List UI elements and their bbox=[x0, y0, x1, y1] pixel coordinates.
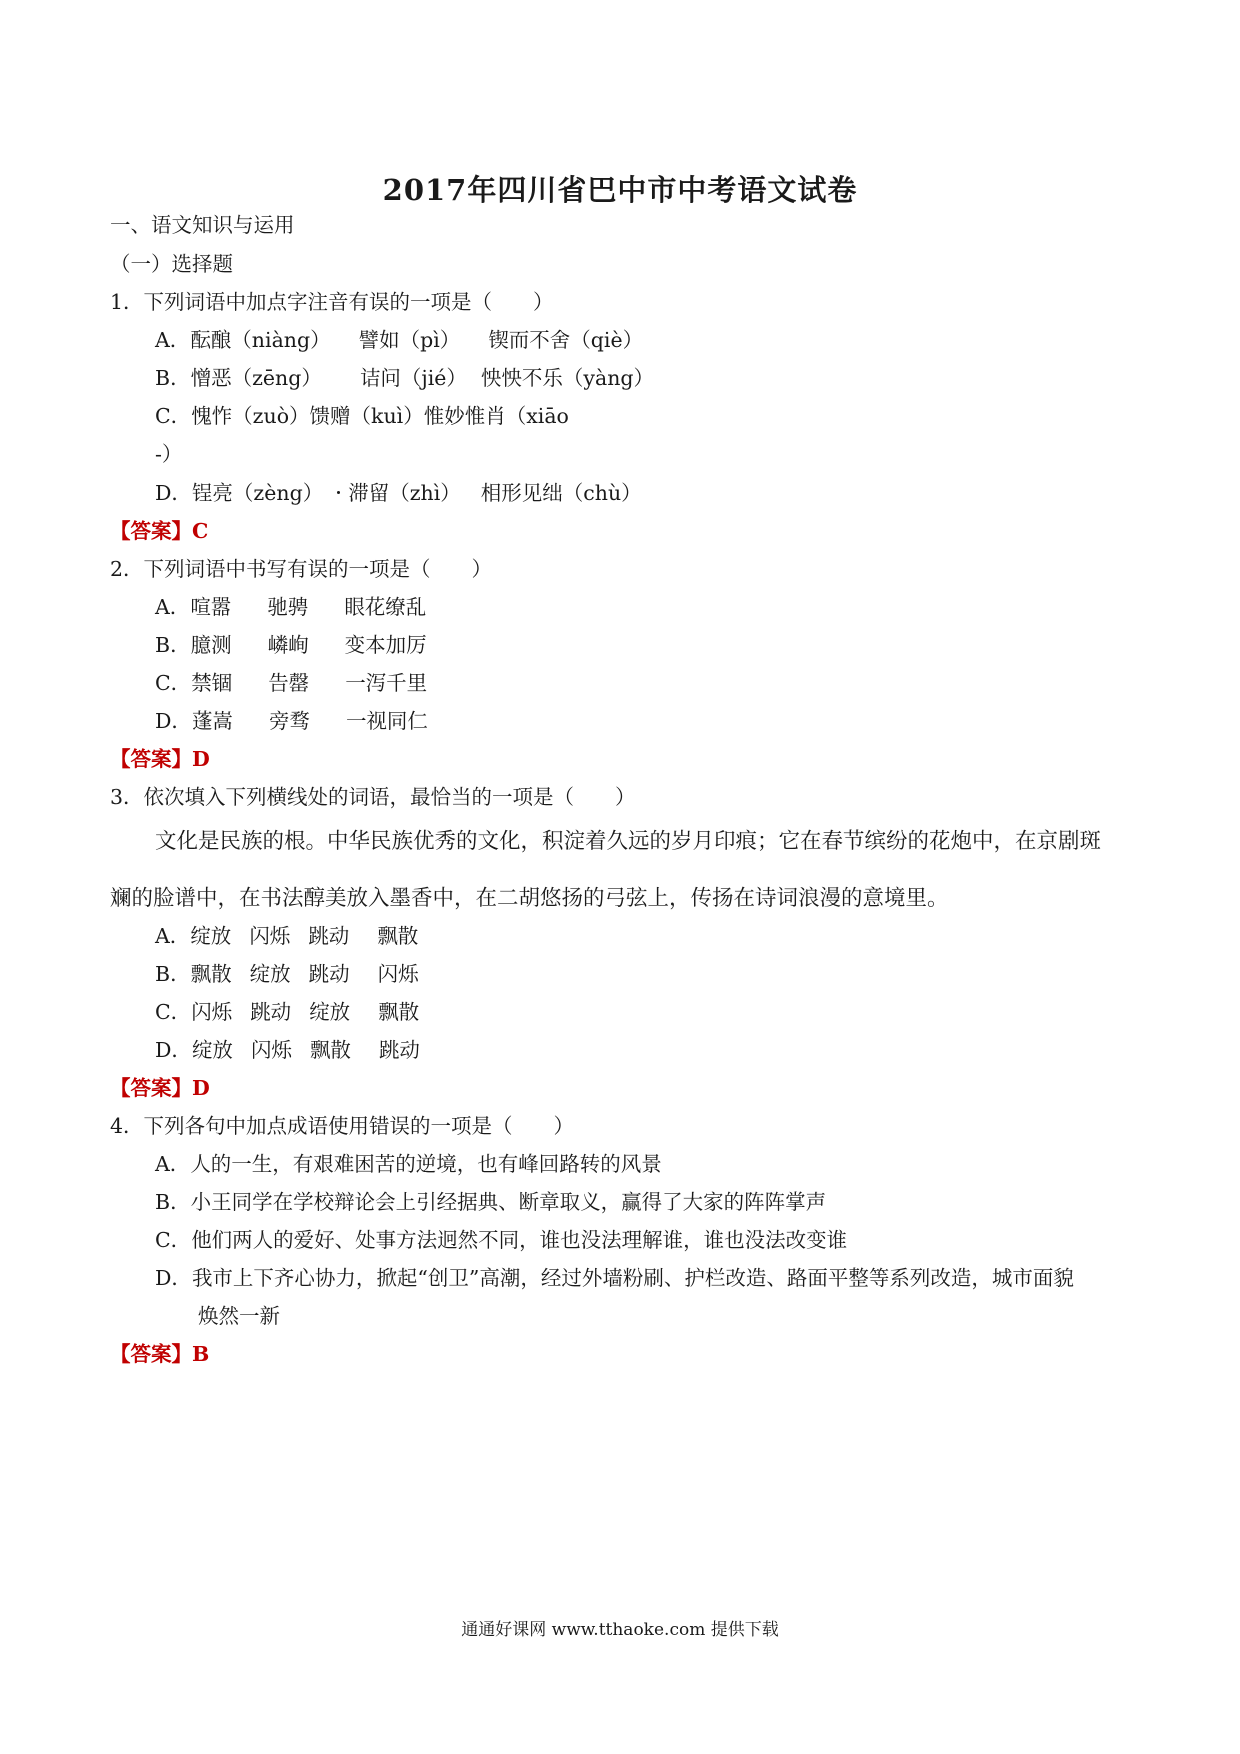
option-label: A． bbox=[155, 595, 191, 619]
option-word-1: 闪烁 bbox=[191, 1000, 233, 1024]
question-3-answer bbox=[110, 1074, 210, 1102]
option-label: C． bbox=[155, 404, 192, 428]
option-word-1: 绽放 bbox=[190, 924, 232, 948]
option-text: 人的一生，有艰难困苦的逆境，也有峰回路转的风景 bbox=[190, 1152, 662, 1176]
option-text: 我市上下齐心协力，掀起“创卫”高潮，经过外墙粉刷、护栏改造、路面平整等系列改造，城市面貌 bbox=[191, 1266, 1074, 1290]
option-word-1: 飘散 bbox=[190, 962, 232, 986]
question-4-option-c bbox=[155, 1226, 847, 1254]
option-label: D． bbox=[155, 1038, 192, 1062]
option-word-1: 臆测 bbox=[190, 633, 232, 657]
question-1-option-a bbox=[155, 326, 643, 354]
option-word-2: 譬如（pì） bbox=[358, 328, 461, 352]
section-heading: 一、语文知识与运用 bbox=[110, 213, 295, 237]
option-label: D． bbox=[155, 1266, 192, 1290]
option-word-3: 眼花缭乱 bbox=[344, 595, 427, 619]
option-word-2: 绽放 bbox=[249, 962, 291, 986]
option-word-2: 滞留（zhì） bbox=[348, 481, 461, 505]
option-word-1: 喧嚣 bbox=[190, 595, 232, 619]
question-3-option-a bbox=[155, 922, 418, 950]
option-label: A． bbox=[155, 328, 191, 352]
option-word-3: 相形见绌（chù） bbox=[480, 481, 642, 505]
option-word-1: 锃亮（zèng） bbox=[191, 481, 324, 505]
question-3-option-c bbox=[155, 998, 419, 1026]
question-1-option-c-wrap: -） bbox=[155, 442, 183, 466]
option-word-3: 跳动 bbox=[308, 962, 350, 986]
option-word-1: 绽放 bbox=[191, 1038, 233, 1062]
question-1-answer bbox=[110, 517, 208, 545]
page-footer: 通通好课网 www.tthaoke.com 提供下载 bbox=[461, 1620, 779, 1640]
question-2-stem: 2．下列词语中书写有误的一项是（ ） bbox=[110, 557, 493, 581]
answer-prefix: 【答案】 bbox=[110, 747, 192, 771]
option-word-1: 蓬嵩 bbox=[191, 709, 233, 733]
answer-prefix: 【答案】 bbox=[110, 1076, 192, 1100]
option-word-3: 一泻千里 bbox=[345, 671, 428, 695]
question-4-option-a bbox=[155, 1150, 662, 1178]
option-word-3: 跳动 bbox=[308, 924, 350, 948]
stray-dot bbox=[337, 491, 340, 494]
option-word-2: 诘问（jié） bbox=[359, 366, 467, 390]
question-2-option-b bbox=[155, 631, 427, 659]
option-word-1: 酝酿（niàng） bbox=[190, 328, 331, 352]
option-word-2: 驰骋 bbox=[267, 595, 309, 619]
option-label: A． bbox=[155, 1152, 191, 1176]
option-word-2: 闪烁 bbox=[250, 1038, 292, 1062]
option-label: B． bbox=[155, 962, 191, 986]
option-word-3: 怏怏不乐（yàng） bbox=[480, 366, 655, 390]
question-2-option-c bbox=[155, 669, 427, 697]
option-label: D． bbox=[155, 481, 192, 505]
option-label: C． bbox=[155, 671, 192, 695]
option-label: A． bbox=[155, 924, 191, 948]
option-word-4: 飘散 bbox=[377, 924, 419, 948]
question-3-stem: 3．依次填入下列横线处的词语，最恰当的一项是（ ） bbox=[110, 785, 636, 809]
option-word-4: 闪烁 bbox=[377, 962, 419, 986]
question-4-option-b bbox=[155, 1188, 826, 1216]
option-label: B． bbox=[155, 366, 191, 390]
question-1-option-b bbox=[155, 364, 654, 392]
question-1-option-d bbox=[155, 479, 642, 507]
answer-value: C bbox=[192, 519, 209, 543]
question-2-option-d bbox=[155, 707, 428, 735]
option-text: 小王同学在学校辩论会上引经据典、断章取义，赢得了大家的阵阵掌声 bbox=[190, 1190, 827, 1214]
option-label: C． bbox=[155, 1000, 192, 1024]
answer-prefix: 【答案】 bbox=[110, 519, 192, 543]
option-words: 愧怍（zuò）馈赠（kuì）惟妙惟肖（xiāo bbox=[191, 404, 569, 428]
passage-line-2: 斓的脸谱中，在书法醇美放入墨香中，在二胡悠扬的弓弦上，传扬在诗词浪漫的意境里。 bbox=[110, 886, 949, 911]
question-4-answer bbox=[110, 1340, 209, 1368]
option-word-2: 跳动 bbox=[250, 1000, 292, 1024]
option-word-4: 飘散 bbox=[378, 1000, 420, 1024]
option-word-2: 告罄 bbox=[268, 671, 310, 695]
option-word-3: 绽放 bbox=[309, 1000, 351, 1024]
question-2-answer bbox=[110, 745, 210, 773]
question-3-option-b bbox=[155, 960, 419, 988]
option-label: D． bbox=[155, 709, 192, 733]
option-label: B． bbox=[155, 1190, 191, 1214]
question-3-option-d bbox=[155, 1036, 420, 1064]
question-4-stem: 4．下列各句中加点成语使用错误的一项是（ ） bbox=[110, 1114, 575, 1138]
option-word-2: 旁骛 bbox=[268, 709, 310, 733]
option-text: 他们两人的爱好、处事方法迥然不同，谁也没法理解谁，谁也没法改变谁 bbox=[191, 1228, 848, 1252]
question-2-option-a bbox=[155, 593, 426, 621]
option-word-2: 闪烁 bbox=[249, 924, 291, 948]
answer-value: D bbox=[192, 1076, 210, 1100]
option-word-3: 锲而不舍（qiè） bbox=[488, 328, 644, 352]
option-word-3: 飘散 bbox=[309, 1038, 351, 1062]
option-label: B． bbox=[155, 633, 191, 657]
option-word-3: 变本加厉 bbox=[344, 633, 427, 657]
passage-line-1: 文化是民族的根。中华民族优秀的文化，积淀着久远的岁月印痕；它在春节缤纷的花炮中，在京剧斑 bbox=[155, 829, 1102, 854]
question-4-option-d bbox=[155, 1264, 1074, 1292]
option-word-2: 嶙峋 bbox=[267, 633, 309, 657]
answer-value: B bbox=[192, 1342, 210, 1366]
document-title: 2017年四川省巴中市中考语文试卷 bbox=[382, 173, 858, 207]
question-4-option-d-wrap: 焕然一新 bbox=[198, 1304, 280, 1328]
option-label: C． bbox=[155, 1228, 192, 1252]
option-word-1: 憎恶（zēng） bbox=[190, 366, 322, 390]
option-word-1: 禁锢 bbox=[191, 671, 233, 695]
option-word-3: 一视同仁 bbox=[345, 709, 428, 733]
question-1-option-c bbox=[155, 402, 569, 430]
answer-prefix: 【答案】 bbox=[110, 1342, 192, 1366]
question-1-stem: 1．下列词语中加点字注音有误的一项是（ ） bbox=[110, 290, 554, 314]
option-word-4: 跳动 bbox=[378, 1038, 420, 1062]
subsection-heading: （一）选择题 bbox=[110, 252, 233, 276]
answer-value: D bbox=[192, 747, 210, 771]
